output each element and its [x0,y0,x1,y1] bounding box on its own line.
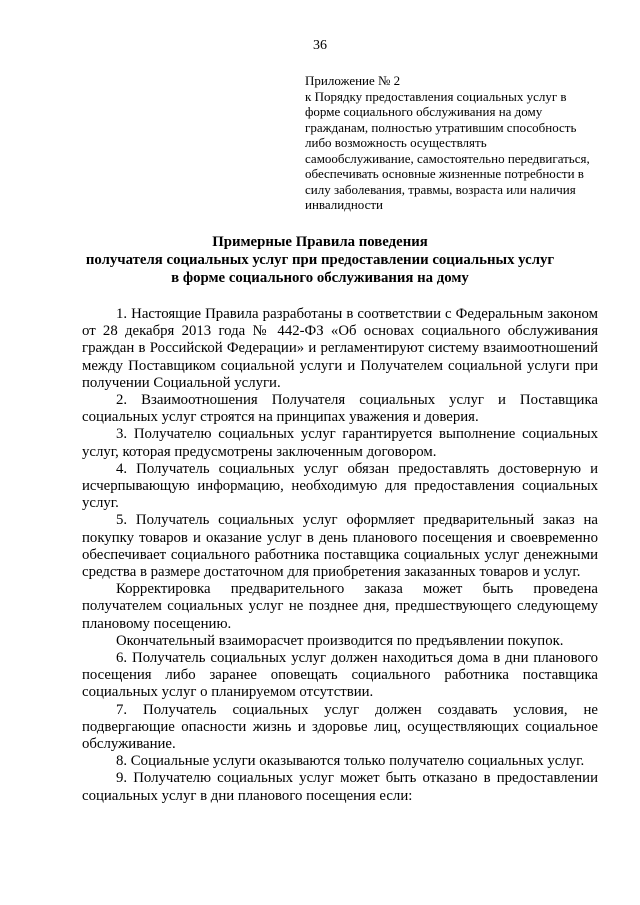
paragraph-3: 3. Получателю социальных услуг гарантируется выполнение социальных услуг, которая предусмотрены заключенным договором. [82,426,598,460]
paragraph-6: 6. Получатель социальных услуг должен находиться дома в дни планового посещения либо заранее оповещать социального работника поставщика социальных услуг о планируемом отсутствии. [82,650,598,701]
appendix-header [305,73,605,213]
paragraph-2: 2. Взаимоотношения Получателя социальных услуг и Поставщика социальных услуг строятся на принципах уважения и доверия. [82,392,598,426]
paragraph-5-settlement: Окончательный взаиморасчет производится по предъявлении покупок. [116,632,564,649]
paragraph-8: 8. Социальные услуги оказываются только получателю социальных услуг. [116,753,585,770]
paragraph-9: 9. Получателю социальных услуг может быть отказано в предоставлении социальных услуг в дни планового посещения если: [82,770,598,804]
appendix-line: к Порядку предоставления социальных услуг в [305,88,567,104]
paragraph-4: 4. Получатель социальных услуг обязан предоставлять достоверную и исчерпывающую информацию, необходимую для предоставления социальных услуг. [82,460,598,512]
title-line: в форме социального обслуживания на дому [171,270,469,286]
appendix-line: самообслуживание, самостоятельно передвигаться, [305,150,590,166]
appendix-line: силу заболевания, травмы, возраста или наличия [305,181,576,197]
page-number: 36 [313,38,327,53]
paragraph-7: 7. Получатель социальных услуг должен создавать условия, не подвергающие опасности жизнь и здоровье лиц, осуществляющих социальное обслуживание. [82,701,598,753]
appendix-line: гражданам, полностью утратившим способность [305,119,577,135]
paragraph-5: 5. Получатель социальных услуг оформляет предварительный заказ на покупку товаров и оказание услуг в день планового посещения и своевременно обеспечивает социального работника поставщика социальных услуг денежными средства в размере достаточном для приобретения заказанных товаров и услуг. [82,512,598,581]
appendix-line: инвалидности [305,197,384,212]
document-body [82,306,598,805]
paragraph-5-correction: Корректировка предварительного заказа может быть проведена получателем социальных услуг не позднее дня, предшествующего следующему плановому посещению. [82,581,598,632]
paragraph-1: 1. Настоящие Правила разработаны в соответствии с Федеральным законом от 28 декабря 2013 года № 442-ФЗ «Об основах социального обслуживания граждан в Российской Федерации» и регламентируют систему взаимоотношений между Поставщиком социальной услуги и Получателем социальной услуги при получении Социальной услуги. [82,306,598,391]
document-title [80,233,560,287]
title-line: получателя социальных услуг при предоставлении социальных услуг [85,252,555,268]
appendix-line: форме социального обслуживания на дому [305,104,543,119]
title-line: Примерные Правила поведения [212,234,428,250]
appendix-line: обеспечивать основные жизненные потребности в [305,166,584,181]
appendix-line: Приложение № 2 [305,73,401,88]
appendix-line: либо возможность осуществлять [305,135,487,150]
